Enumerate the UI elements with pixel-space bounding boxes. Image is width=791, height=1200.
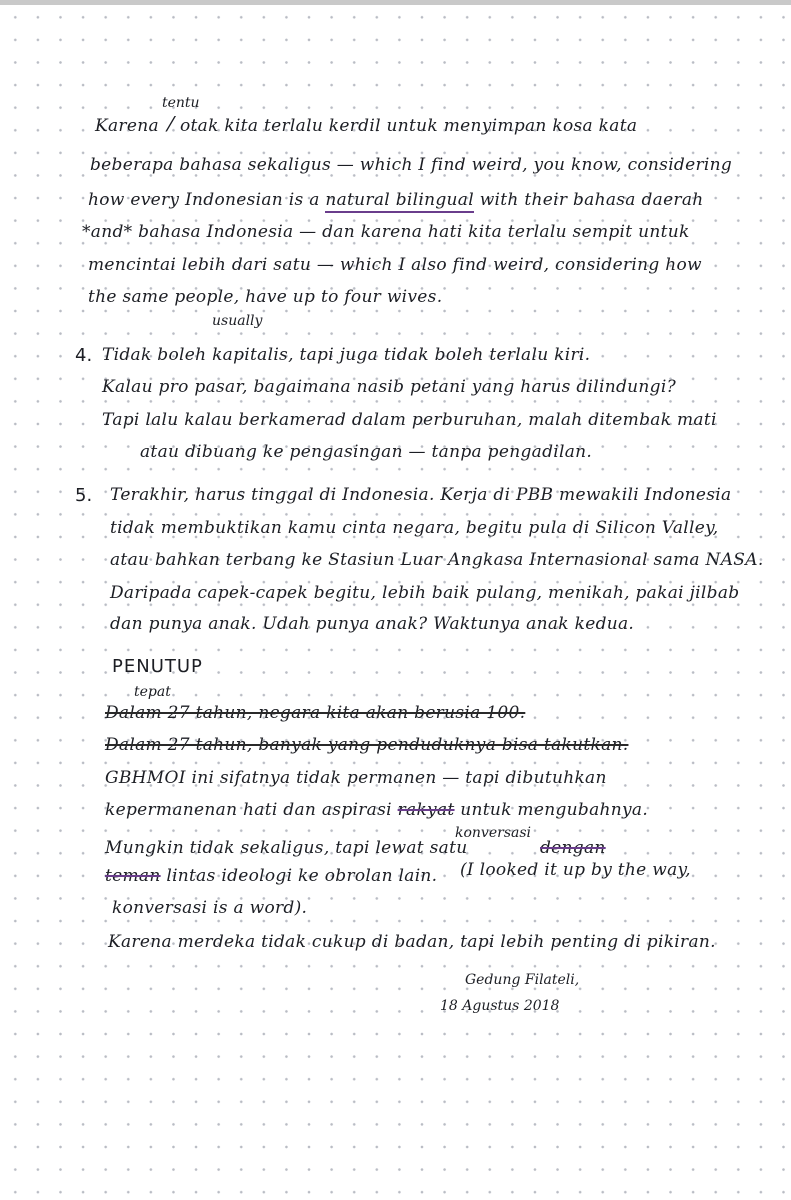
item-5-line-4: Daripada capek-capek begitu, lebih baik pulang, menikah, pakai jilbab xyxy=(110,583,740,603)
item-4-line-3: Tapi lalu kalau berkamerad dalam perburuhan, malah ditembak mati xyxy=(102,410,717,430)
item-5-number: 5. xyxy=(75,485,93,506)
signature-date: 18 Agustus 2018 xyxy=(440,998,560,1014)
insert-caret: ⁄ xyxy=(169,112,173,136)
insert-tentu: tentu xyxy=(162,95,200,111)
struck-word-dengan: dengan xyxy=(540,838,606,858)
intro-line-5: mencintai lebih dari satu — which I also find weird, considering how xyxy=(88,255,702,275)
intro-line-3-pre: how every Indonesian is a xyxy=(88,190,320,210)
closing-line-3: GBHMOI ini sifatnya tidak permanen — tapi dibutuhkan xyxy=(105,768,607,788)
closing-line-4-pre: kepermanenan hati dan aspirasi xyxy=(105,800,392,820)
closing-line-4-post: untuk mengubahnya. xyxy=(460,800,649,820)
insert-konversasi: konversasi xyxy=(455,825,532,841)
item-5-line-3: atau bahkan terbang ke Stasiun Luar Angkasa Internasional sama NASA. xyxy=(110,550,764,570)
underlined-phrase: natural bilingual xyxy=(325,190,474,213)
struck-word-teman: teman xyxy=(105,866,161,886)
item-4-line-2: Kalau pro pasar, bagaimana nasib petani yang harus dilindungi? xyxy=(102,377,677,397)
closing-line-4 xyxy=(105,800,648,820)
struck-word-rakyat: rakyat xyxy=(397,800,455,820)
closing-line-5: Mungkin tidak sekaligus, tapi lewat satu xyxy=(105,838,468,858)
intro-line-1a: Karena xyxy=(95,116,159,136)
intro-line-1b: otak kita terlalu kerdil untuk menyimpan kosa kata xyxy=(180,116,638,136)
item-4-number: 4. xyxy=(75,345,93,366)
item-4-line-4: atau dibuang ke pengasingan — tanpa pengadilan. xyxy=(140,442,593,462)
insert-usually: usually xyxy=(212,313,263,329)
closing-line-6-post: lintas ideologi ke obrolan lain. xyxy=(166,866,438,886)
closing-line-7: konversasi is a word). xyxy=(112,898,308,918)
closing-line-6 xyxy=(105,866,437,886)
item-4-line-1: Tidak boleh kapitalis, tapi juga tidak boleh terlalu kiri. xyxy=(102,345,591,365)
intro-line-6: the same people, have up to four wives. xyxy=(88,287,443,307)
intro-line-3 xyxy=(88,190,704,210)
aside-note: (I looked it up by the way, xyxy=(460,860,691,880)
top-edge-bar xyxy=(0,0,791,5)
signature-place: Gedung Filateli, xyxy=(465,972,580,988)
intro-line-3-post: with their bahasa daerah xyxy=(479,190,704,210)
item-5-line-1: Terakhir, harus tinggal di Indonesia. Kerja di PBB mewakili Indonesia xyxy=(110,485,732,505)
item-5-line-2: tidak membuktikan kamu cinta negara, begitu pula di Silicon Valley, xyxy=(110,518,719,538)
closing-line-8: Karena merdeka tidak cukup di badan, tapi lebih penting di pikiran. xyxy=(108,932,716,952)
closing-heading: PENUTUP xyxy=(112,656,203,677)
intro-line-2: beberapa bahasa sekaligus — which I find weird, you know, considering xyxy=(90,155,733,175)
struck-line-1: Dalam 27 tahun, negara kita akan berusia 100. xyxy=(105,703,526,723)
item-5-line-5: dan punya anak. Udah punya anak? Waktunya anak kedua. xyxy=(110,614,635,634)
intro-line-4: *and* bahasa Indonesia — dan karena hati kita terlalu sempit untuk xyxy=(82,222,690,242)
struck-line-2: Dalam 27 tahun, banyak yang penduduknya bisa takutkan. xyxy=(105,735,629,755)
insert-tepat: tepat xyxy=(134,684,171,700)
